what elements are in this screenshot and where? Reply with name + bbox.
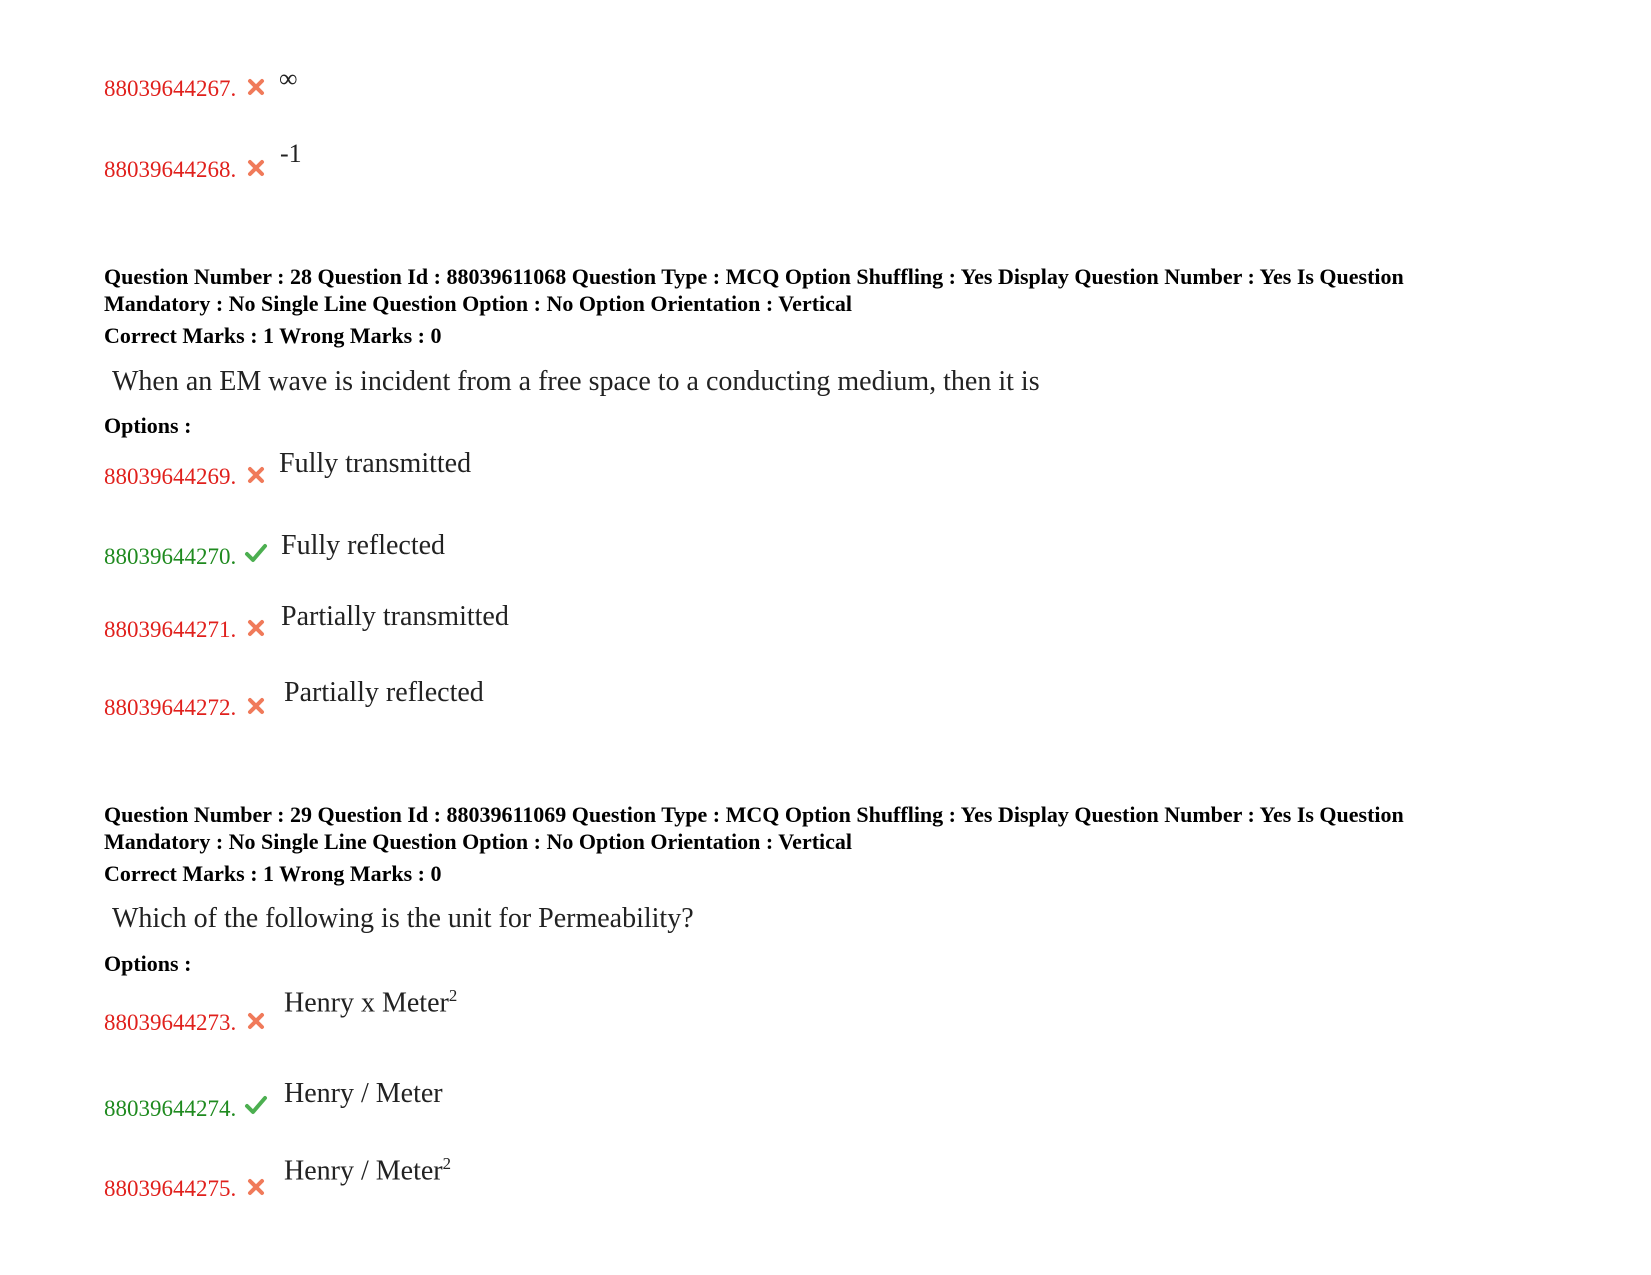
- options-label: Options :: [104, 413, 192, 438]
- option-id: 88039644267.: [104, 76, 237, 101]
- cross-icon: [246, 1177, 266, 1197]
- option-id: 88039644275.: [104, 1176, 237, 1201]
- option-id: 88039644269.: [104, 464, 237, 489]
- question-meta-line: Question Number : 28 Question Id : 88039611068 Question Type : MCQ Option Shuffling : Yes Display Question Number : Yes Is Question: [104, 264, 1404, 289]
- check-icon: [244, 542, 268, 564]
- option-text: Fully reflected: [281, 530, 446, 561]
- option-text: [284, 986, 457, 1019]
- option-text-main: Henry x Meter: [284, 987, 449, 1019]
- option-text: Henry / Meter: [284, 1078, 443, 1109]
- option-id: 88039644273.: [104, 1010, 237, 1035]
- option-id: 88039644271.: [104, 617, 237, 642]
- superscript: 2: [448, 986, 458, 1005]
- option-id: 88039644272.: [104, 695, 237, 720]
- question-meta: [104, 801, 1404, 855]
- cross-icon: [246, 77, 266, 97]
- question-marks: Correct Marks : 1 Wrong Marks : 0: [104, 323, 442, 348]
- option-id: 88039644274.: [104, 1096, 237, 1121]
- option-text: ∞: [279, 64, 298, 93]
- check-icon: [244, 1094, 268, 1116]
- question-text: Which of the following is the unit for Permeability?: [112, 903, 694, 934]
- superscript: 2: [442, 1154, 451, 1173]
- question-meta-line: Mandatory : No Single Line Question Option : No Option Orientation : Vertical: [104, 829, 853, 854]
- question-meta-line: Mandatory : No Single Line Question Option : No Option Orientation : Vertical: [104, 291, 853, 316]
- question-meta-line: Question Number : 29 Question Id : 88039611069 Question Type : MCQ Option Shuffling : Yes Display Question Number : Yes Is Question: [104, 802, 1404, 827]
- cross-icon: [246, 696, 266, 716]
- question-meta: [104, 263, 1404, 317]
- options-label: Options :: [104, 951, 192, 976]
- option-text: Partially reflected: [284, 677, 484, 708]
- cross-icon: [246, 1011, 266, 1031]
- cross-icon: [246, 158, 266, 178]
- option-id: 88039644270.: [104, 544, 237, 569]
- option-text: Fully transmitted: [279, 448, 472, 479]
- cross-icon: [246, 618, 266, 638]
- option-id: 88039644268.: [104, 157, 237, 182]
- option-text: Partially transmitted: [281, 601, 509, 632]
- option-text: -1: [280, 139, 302, 168]
- question-text: When an EM wave is incident from a free space to a conducting medium, then it is: [112, 366, 1040, 397]
- cross-icon: [246, 465, 266, 485]
- question-marks: Correct Marks : 1 Wrong Marks : 0: [104, 861, 442, 886]
- option-text-main: Henry / Meter: [284, 1155, 443, 1187]
- option-text: [284, 1154, 451, 1187]
